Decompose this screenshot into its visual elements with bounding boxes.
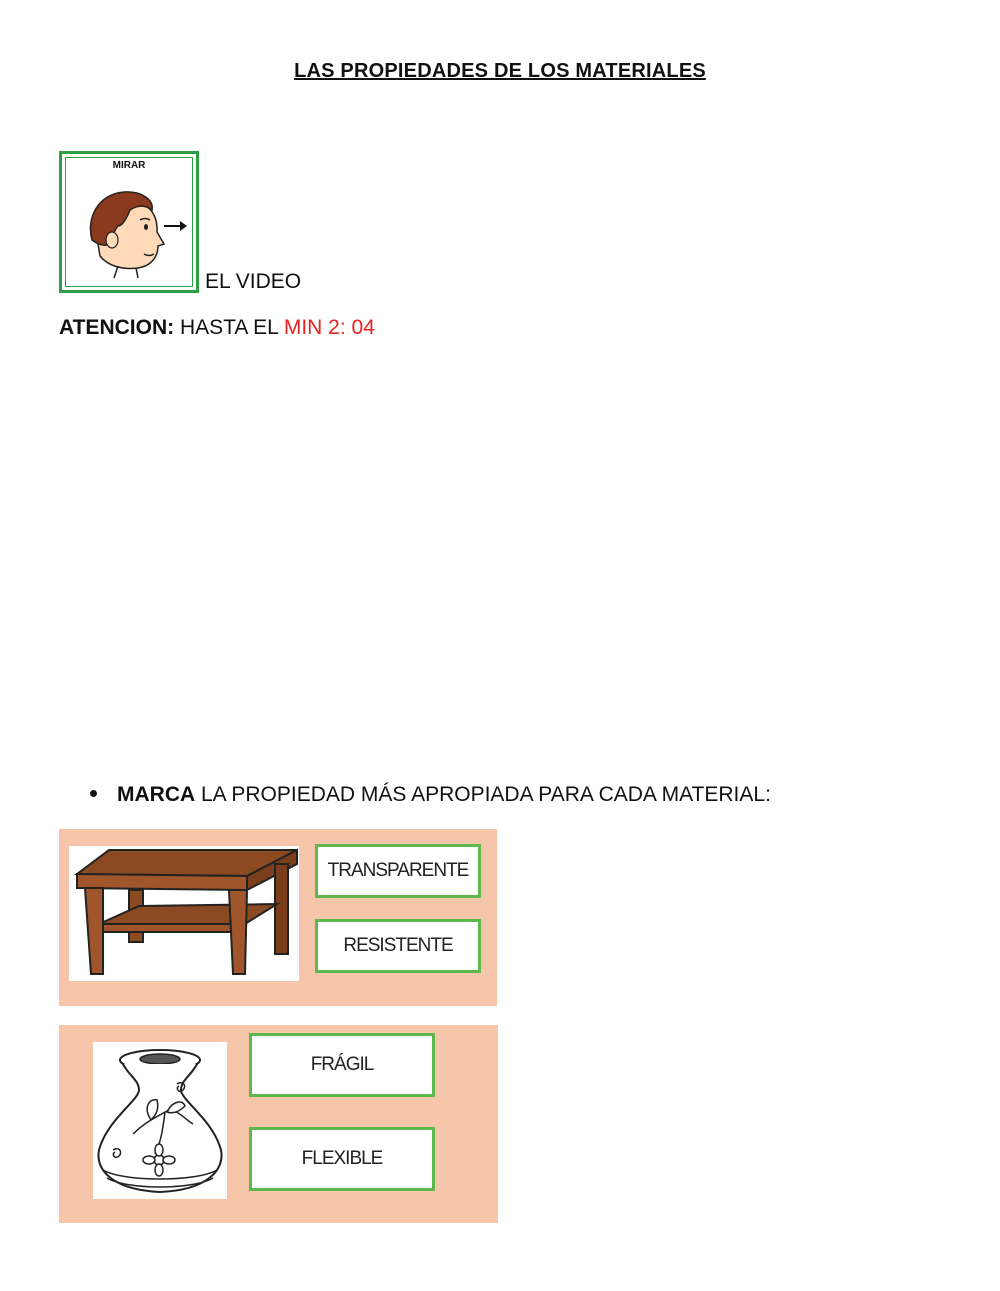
option-flexible[interactable]: FLEXIBLE	[249, 1127, 435, 1191]
exercise-vase-panel	[59, 1025, 498, 1223]
attention-text: HASTA EL	[179, 316, 278, 339]
pictogram-label: MIRAR	[112, 160, 146, 171]
attention-label: ATENCION:	[59, 316, 175, 339]
table-image	[69, 846, 299, 981]
task-bold-word: MARCA	[117, 783, 196, 806]
page-title: LAS PROPIEDADES DE LOS MATERIALES	[294, 60, 706, 82]
vase-image	[93, 1042, 227, 1199]
option-fragil[interactable]: FRÁGIL	[249, 1033, 435, 1097]
ceramic-vase-icon	[93, 1042, 227, 1199]
option-resistente[interactable]: RESISTENTE	[315, 919, 481, 973]
bullet-icon	[90, 790, 97, 797]
attention-time: MIN 2: 04	[283, 316, 375, 339]
task-text: LA PROPIEDAD MÁS APROPIADA PARA CADA MATERIAL:	[201, 783, 771, 806]
person-looking-icon	[78, 180, 188, 280]
wooden-table-icon	[69, 846, 299, 981]
exercise-table-panel	[59, 829, 497, 1006]
pictogram-mirar	[59, 151, 199, 293]
option-transparente[interactable]: TRANSPARENTE	[315, 844, 481, 898]
attention-note	[59, 316, 375, 340]
video-instruction: EL VIDEO	[205, 270, 302, 293]
task-instruction	[90, 783, 771, 807]
